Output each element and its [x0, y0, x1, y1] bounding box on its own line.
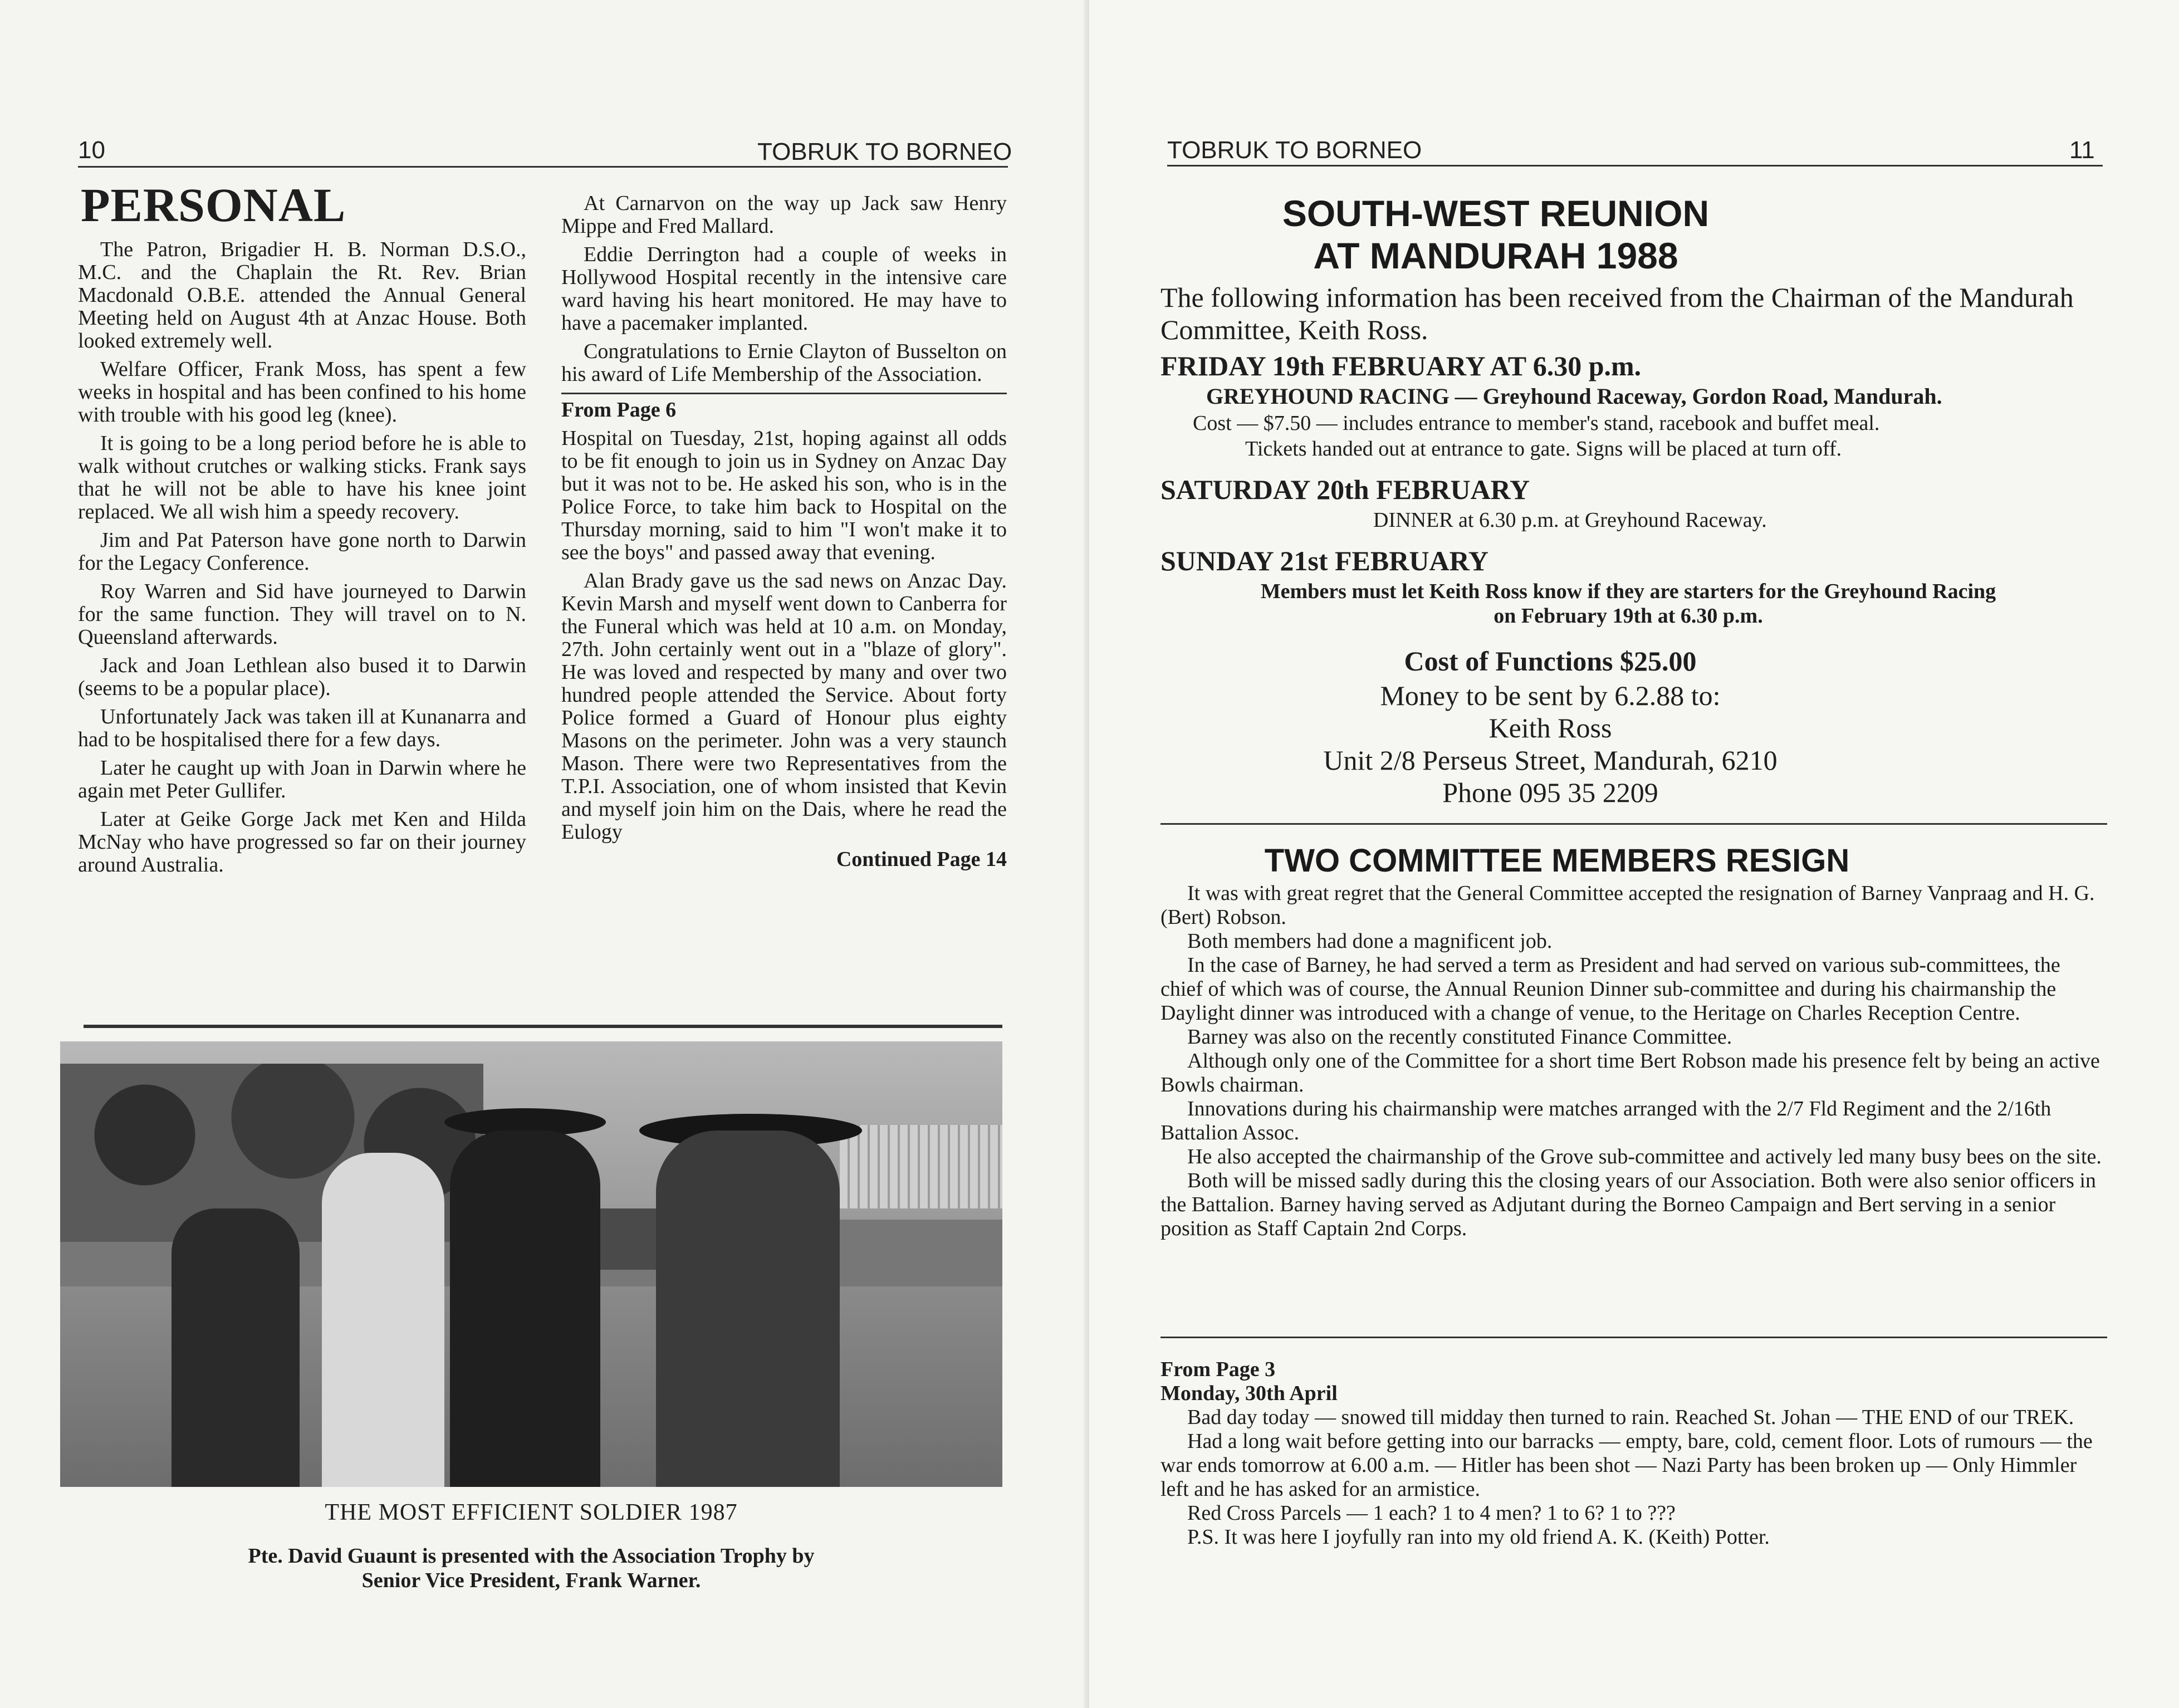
reunion-heading-line: SOUTH-WEST REUNION [1282, 193, 1710, 234]
members-notice-line: Members must let Keith Ross know if they are starters for the Greyhound Racing [1260, 580, 1996, 603]
friday-line [1206, 384, 1942, 409]
paragraph: The Patron, Brigadier H. B. Norman D.S.O., M.C. and the Chaplain the Rt. Rev. Brian Macdonald O.B.E. attended the Annual General Meeting held on August 4th at Anzac House. Both looked extremely well. [78, 238, 526, 353]
paragraph: Innovations during his chairmanship were matches arranged with the 2/7 Fld Regiment and the 2/16th Battalion Assoc. [1160, 1097, 2051, 1144]
payment-line: Money to be sent by 6.2.88 to: [1380, 680, 1721, 711]
paragraph: Welfare Officer, Frank Moss, has spent a few weeks in hospital and has been confined to his home with trouble with his good leg (knee). [78, 358, 526, 427]
continued-link: Continued Page 14 [836, 848, 1007, 871]
payment-address [1160, 679, 1940, 809]
members-notice [1160, 579, 2096, 628]
paragraph: Unfortunately Jack was taken ill at Kunanarra and had to be hospitalised there for a few days. [78, 705, 526, 751]
paragraph: Alan Brady gave us the sad news on Anzac Day. Kevin Marsh and myself went down to Canberra for the Funeral which was held at 10 a.m. on Monday, 27th. John certainly went out in a "blaze of glory". He was loved and respected by many and over two hundred people attended the Service. About forty Police formed a Guard of Honour plus eighty Masons on the perimeter. John was a very staunch Mason. There were two Representatives from the T.P.I. Association, one of whom insisted that Kevin and myself join him on the Dais, where he read the Eulogy [561, 569, 1007, 844]
section-rule [1160, 1337, 2107, 1338]
diary-article [1160, 1358, 2102, 1549]
page-number: 10 [78, 136, 105, 164]
paragraph: Had a long wait before getting into our barracks — empty, bare, cold, cement floor. Lots of rumours — the war ends tomorrow at 6.00 a.m. — Hitler has been shot — Nazi Party has been broken up — Only Himmler left and he has asked for an armistice. [1160, 1430, 2093, 1501]
paragraph: Barney was also on the recently constituted Finance Committee. [1187, 1025, 1732, 1049]
paragraph: Later at Geike Gorge Jack met Ken and Hilda McNay who have progressed so far on their journey around Australia. [78, 807, 526, 877]
saturday-heading: SATURDAY 20th FEBRUARY [1160, 474, 1530, 505]
award-photo [60, 1041, 1002, 1487]
resign-article [1160, 882, 2102, 1241]
paragraph: Bad day today — snowed till midday then turned to rain. Reached St. Johan — THE END of our TREK. [1187, 1406, 2074, 1429]
from-page-3-label: From Page 3 [1160, 1358, 1276, 1381]
paragraph: Congratulations to Ernie Clayton of Busselton on his award of Life Membership of the Association. [561, 340, 1007, 386]
paragraph: Jim and Pat Paterson have gone north to Darwin for the Legacy Conference. [78, 528, 526, 575]
members-notice-line: on February 19th at 6.30 p.m. [1494, 604, 1763, 628]
reunion-heading [1167, 192, 1824, 277]
reunion-heading-line: AT MANDURAH 1988 [1313, 235, 1678, 276]
paragraph: It is going to be a long period before he is able to walk without crutches or walking sticks. Frank says that he will not be able to have his knee joint replaced. We all wish him a speedy recovery. [78, 432, 526, 523]
header-rule [78, 166, 1008, 168]
running-head: TOBRUK TO BORNEO [1167, 136, 1422, 164]
cost-of-functions: Cost of Functions $25.00 [1404, 645, 1697, 677]
section-rule [561, 393, 1007, 394]
paragraph: Both members had done a magnificent job. [1187, 929, 1553, 953]
running-head: TOBRUK TO BORNEO [757, 138, 1012, 165]
paragraph: Jack and Joan Lethlean also bused it to Darwin (seems to be a popular place). [78, 654, 526, 700]
paragraph: Red Cross Parcels — 1 each? 1 to 4 men? 1 to 6? 1 to ??? [1187, 1501, 1676, 1525]
diary-date: Monday, 30th April [1160, 1382, 1338, 1405]
photo-rule [84, 1025, 1002, 1028]
payee-name: Keith Ross [1488, 712, 1612, 743]
paragraph: He also accepted the chairmanship of the Grove sub-committee and actively led many busy bees on the site. [1187, 1145, 2102, 1168]
photo-caption [60, 1544, 1002, 1593]
photo-caption-title: THE MOST EFFICIENT SOLDIER 1987 [325, 1500, 738, 1525]
resign-heading: TWO COMMITTEE MEMBERS RESIGN [1264, 843, 1850, 879]
paragraph: At Carnarvon on the way up Jack saw Henry Mippe and Fred Mallard. [561, 192, 1007, 238]
news-column [561, 192, 1007, 871]
reunion-intro: The following information has been received from the Chairman of the Mandurah Committee, Keith Ross. [1160, 282, 2074, 345]
photo-caption-line: Pte. David Guaunt is presented with the Association Trophy by [248, 1544, 815, 1568]
from-page-6-label: From Page 6 [561, 398, 677, 422]
friday-tickets-line: Tickets handed out at entrance to gate. Signs will be placed at turn off. [1245, 437, 1842, 461]
friday-heading: FRIDAY 19th FEBRUARY AT 6.30 p.m. [1160, 350, 1642, 381]
left-page [0, 0, 1089, 1708]
saturday-line: DINNER at 6.30 p.m. at Greyhound Raceway. [1373, 508, 1767, 532]
paragraph: Hospital on Tuesday, 21st, hoping against all odds to be fit enough to join us in Sydney on Anzac Day but it was not to be. He asked his son, who is in the Police Force, to take him back to Hospital on the Thursday morning, said to him "I won't make it to see the boys" and passed away that evening. [561, 427, 1007, 564]
paragraph: P.S. It was here I joyfully ran into my old friend A. K. (Keith) Potter. [1187, 1525, 1770, 1549]
paragraph: Both will be missed sadly during this the closing years of our Association. Both were also senior officers in the Battalion. Barney having served as Adjutant during the Borneo Campaign and Bert serving in a senior position as Staff Captain 2nd Corps. [1160, 1169, 2096, 1240]
personal-column [78, 238, 526, 877]
paragraph: Although only one of the Committee for a short time Bert Robson made his presence felt by being an active Bowls chairman. [1160, 1049, 2100, 1097]
payee-phone: Phone 095 35 2209 [1442, 777, 1658, 808]
friday-cost-line: Cost — $7.50 — includes entrance to member's stand, racebook and buffet meal. [1193, 412, 1880, 435]
paragraph: It was with great regret that the General Committee accepted the resignation of Barney Vanpraag and H. G. (Bert) Robson. [1160, 882, 2095, 929]
page-number: 11 [2069, 136, 2095, 164]
section-rule [1160, 823, 2107, 825]
header-rule [1167, 165, 2103, 167]
paragraph: Later he caught up with Joan in Darwin where he again met Peter Gullifer. [78, 756, 526, 802]
right-page [1089, 0, 2179, 1708]
paragraph: In the case of Barney, he had served a term as President and had served on various sub-committees, the chief of which was of course, the Annual Reunion Dinner sub-committee and during his chairmanship the Daylight dinner was introduced with a change of venue, to the Heritage on Charles Reception Centre. [1160, 953, 2060, 1025]
friday-racing-line: GREYHOUND RACING — Greyhound Raceway, Gordon Road, Mandurah. [1206, 384, 1942, 409]
photo-caption-line: Senior Vice President, Frank Warner. [361, 1569, 701, 1592]
paragraph: Eddie Derrington had a couple of weeks in Hollywood Hospital recently in the intensive care ward having his heart monitored. He may have to have a pacemaker implanted. [561, 243, 1007, 335]
paragraph: Roy Warren and Sid have journeyed to Darwin for the same function. They will travel on to N. Queensland afterwards. [78, 580, 526, 649]
payee-address: Unit 2/8 Perseus Street, Mandurah, 6210 [1323, 745, 1778, 776]
personal-heading: PERSONAL [81, 178, 346, 232]
sunday-heading: SUNDAY 21st FEBRUARY [1160, 545, 1489, 576]
